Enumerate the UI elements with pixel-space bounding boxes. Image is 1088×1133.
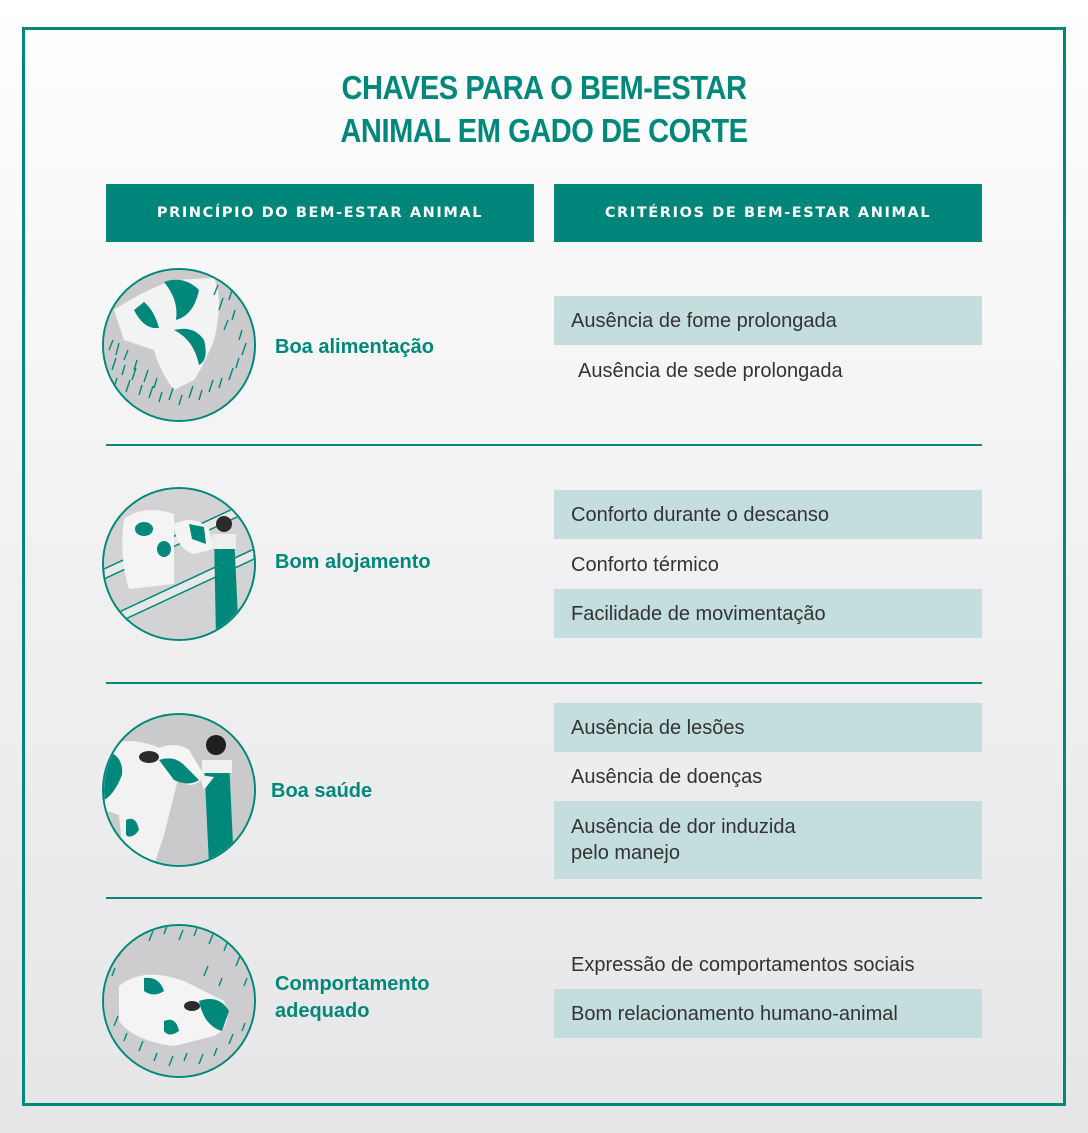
criteria-row: Ausência de lesões (554, 703, 982, 752)
criteria-row: Bom relacionamento humano-animal (554, 989, 982, 1038)
section-divider (106, 444, 982, 446)
principle-label: Bom alojamento (275, 551, 431, 573)
principle-label: Boa alimentação (275, 336, 434, 358)
principle-label (275, 971, 429, 1025)
page-title (0, 66, 1088, 152)
section-divider (106, 682, 982, 684)
principle-label: Boa saúde (271, 780, 373, 802)
cow-stable-handler-icon (102, 487, 256, 641)
criteria-row-line-2: pelo manejo (571, 842, 680, 864)
cow-vet-icon (102, 713, 256, 867)
criteria-row (554, 801, 982, 879)
criteria-row: Ausência de fome prolongada (554, 296, 982, 345)
grazing-cow-icon (102, 268, 256, 422)
title-line-2: ANIMAL EM GADO DE CORTE (340, 112, 748, 149)
principle-label-line-1: Comportamento (275, 973, 430, 995)
criteria-row: Facilidade de movimentação (554, 589, 982, 638)
column-header-principle: PRINCÍPIO DO BEM-ESTAR ANIMAL (106, 184, 534, 242)
column-header-criteria: CRITÉRIOS DE BEM-ESTAR ANIMAL (554, 184, 982, 242)
criteria-row: Conforto durante o descanso (554, 490, 982, 539)
criteria-row-line-1: Ausência de dor induzida (571, 816, 796, 838)
principle-label-line-2: adequado (275, 1000, 370, 1022)
title-line-1: CHAVES PARA O BEM-ESTAR (341, 69, 747, 106)
section-divider (106, 897, 982, 899)
criteria-row: Ausência de doenças (571, 766, 763, 788)
resting-cow-icon (102, 924, 256, 1078)
criteria-row: Expressão de comportamentos sociais (571, 954, 915, 976)
criteria-row: Ausência de sede prolongada (578, 359, 843, 382)
criteria-row: Conforto térmico (571, 553, 719, 576)
